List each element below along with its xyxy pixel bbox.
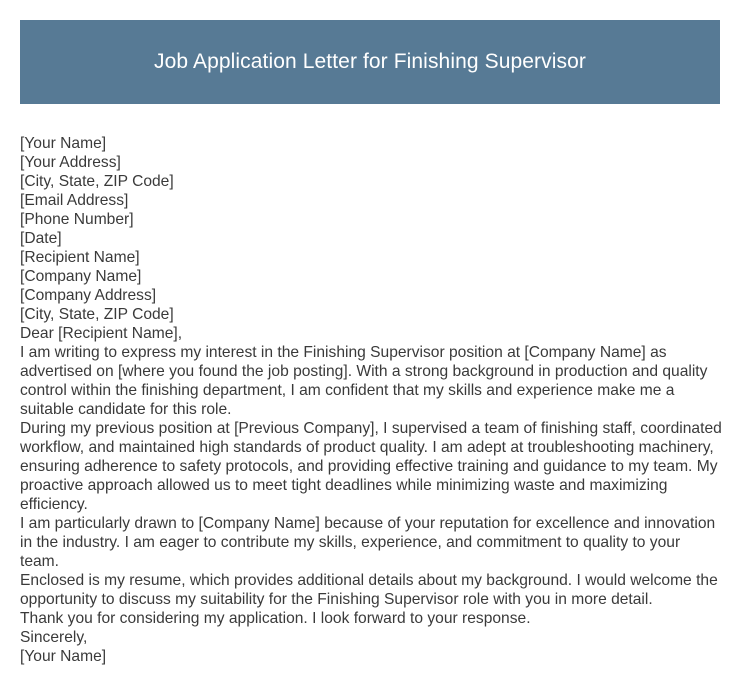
salutation: Dear [Recipient Name], [20,325,183,342]
paragraph-motivation: I am particularly drawn to [Company Name] because of your reputation for excellence and innovation in the industry. I am eager to contribute my skills, experience, and commitment to quality to your team. [20,515,716,570]
sender-phone: [Phone Number] [20,211,134,228]
company-city-state-zip: [City, State, ZIP Code] [20,306,174,323]
page-title: Job Application Letter for Finishing Supervisor [154,50,586,73]
closing: Sincerely, [20,629,88,646]
title-banner [20,20,720,104]
letter-body [20,134,722,666]
sender-email: [Email Address] [20,192,129,209]
signature: [Your Name] [20,648,107,665]
paragraph-thanks: Thank you for considering my application. I look forward to your response. [20,610,531,627]
sender-name: [Your Name] [20,135,107,152]
letter-date: [Date] [20,230,62,247]
company-address: [Company Address] [20,287,157,304]
recipient-name: [Recipient Name] [20,249,140,266]
sender-city-state-zip: [City, State, ZIP Code] [20,173,174,190]
paragraph-intro: I am writing to express my interest in the Finishing Supervisor position at [Company Name] as advertised on [where you found the job posting]. With a strong background in production and quality control within the finishing department, I am confident that my skills and experience make me a suitable candidate for this role. [20,344,708,418]
paragraph-enclosure: Enclosed is my resume, which provides additional details about my background. I would welcome the opportunity to discuss my suitability for the Finishing Supervisor role with you in more detail. [20,572,718,608]
company-name: [Company Name] [20,268,142,285]
sender-address: [Your Address] [20,154,121,171]
paragraph-experience: During my previous position at [Previous Company], I supervised a team of finishing staff, coordinated workflow, and maintained high standards of product quality. I am adept at troubleshooting machinery, ensuring adherence to safety protocols, and providing effective training and guidance to my team. My proactive approach allowed us to meet tight deadlines while minimizing waste and maximizing efficiency. [20,420,722,513]
